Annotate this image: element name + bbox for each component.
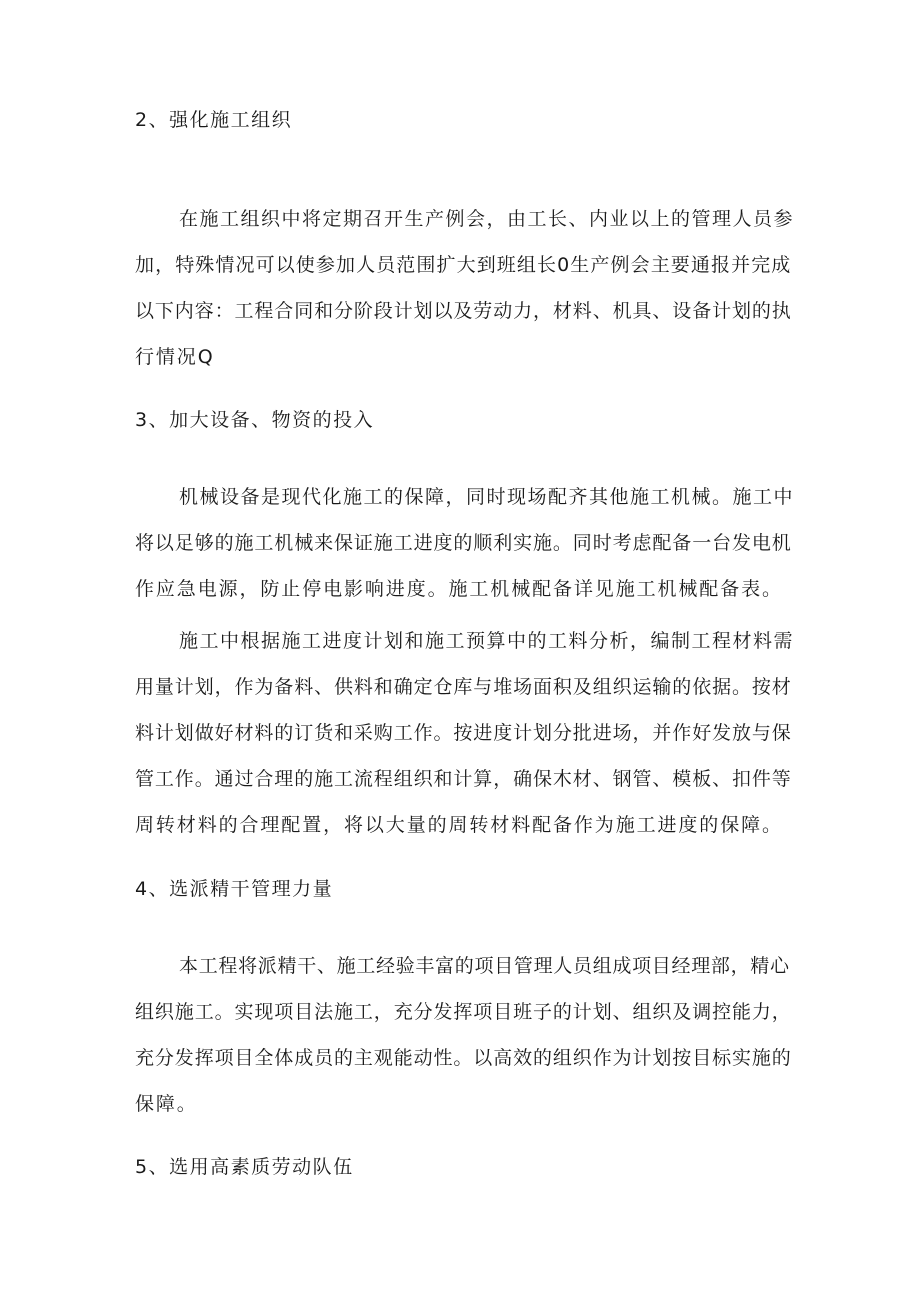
paragraph-2-1: [135, 196, 795, 380]
text-line: 将以足够的施工机械来保证施工进度的顺利实施。同时考虑配备一台发电机: [135, 532, 792, 554]
text-line: 保障。: [135, 1093, 198, 1115]
paragraph-4-1: [135, 943, 795, 1127]
text-line: 本工程将派精干、施工经验丰富的项目管理人员组成项目经理部，精心: [179, 955, 790, 977]
text-line: 用量计划，作为备料、供料和确定仓库与堆场面积及组织运输的依据。按材: [135, 676, 792, 698]
text-line: 行情况Q: [135, 346, 215, 368]
text-line: 施工中根据施工进度计划和施工预算中的工料分析，编制工程材料需: [179, 630, 795, 652]
text-line: 加，特殊情况可以使参加人员范围扩大到班组长0生产例会主要通报并完成: [135, 254, 792, 276]
text-line: 管工作。通过合理的施工流程组织和计算，确保木材、钢管、模板、扣件等: [135, 768, 792, 790]
text-line: 料计划做好材料的订货和采购工作。按进度计划分批进场，并作好发放与保: [135, 722, 792, 744]
text-line: 组织施工。实现项目法施工，充分发挥项目班子的计划、组织及调控能力，: [135, 1001, 792, 1023]
text-line: 周转材料的合理配置，将以大量的周转材料配备作为施工进度的保障。: [135, 814, 783, 836]
paragraph-3-2: [135, 618, 795, 848]
text-line: 作应急电源，防止停电影响进度。施工机械配备详见施工机械配备表。: [135, 578, 783, 600]
text-line: 机械设备是现代化施工的保障，同时现场配齐其他施工机械。施工中: [179, 486, 795, 508]
section-heading-3: 3、加大设备、物资的投入: [135, 409, 375, 431]
text-line: 以下内容：工程合同和分阶段计划以及劳动力，材料、机具、设备计划的执: [135, 300, 792, 322]
section-heading-2: 2、强化施工组织: [135, 109, 293, 131]
section-heading-4: 4、选派精干管理力量: [135, 878, 334, 900]
paragraph-3-1: [135, 474, 795, 612]
text-line: 在施工组织中将定期召开生产例会，由工长、内业以上的管理人员参: [179, 208, 795, 230]
section-heading-5: 5、选用高素质劳动队伍: [135, 1156, 354, 1178]
text-line: 充分发挥项目全体成员的主观能动性。以高效的组织作为计划按目标实施的: [135, 1047, 792, 1069]
